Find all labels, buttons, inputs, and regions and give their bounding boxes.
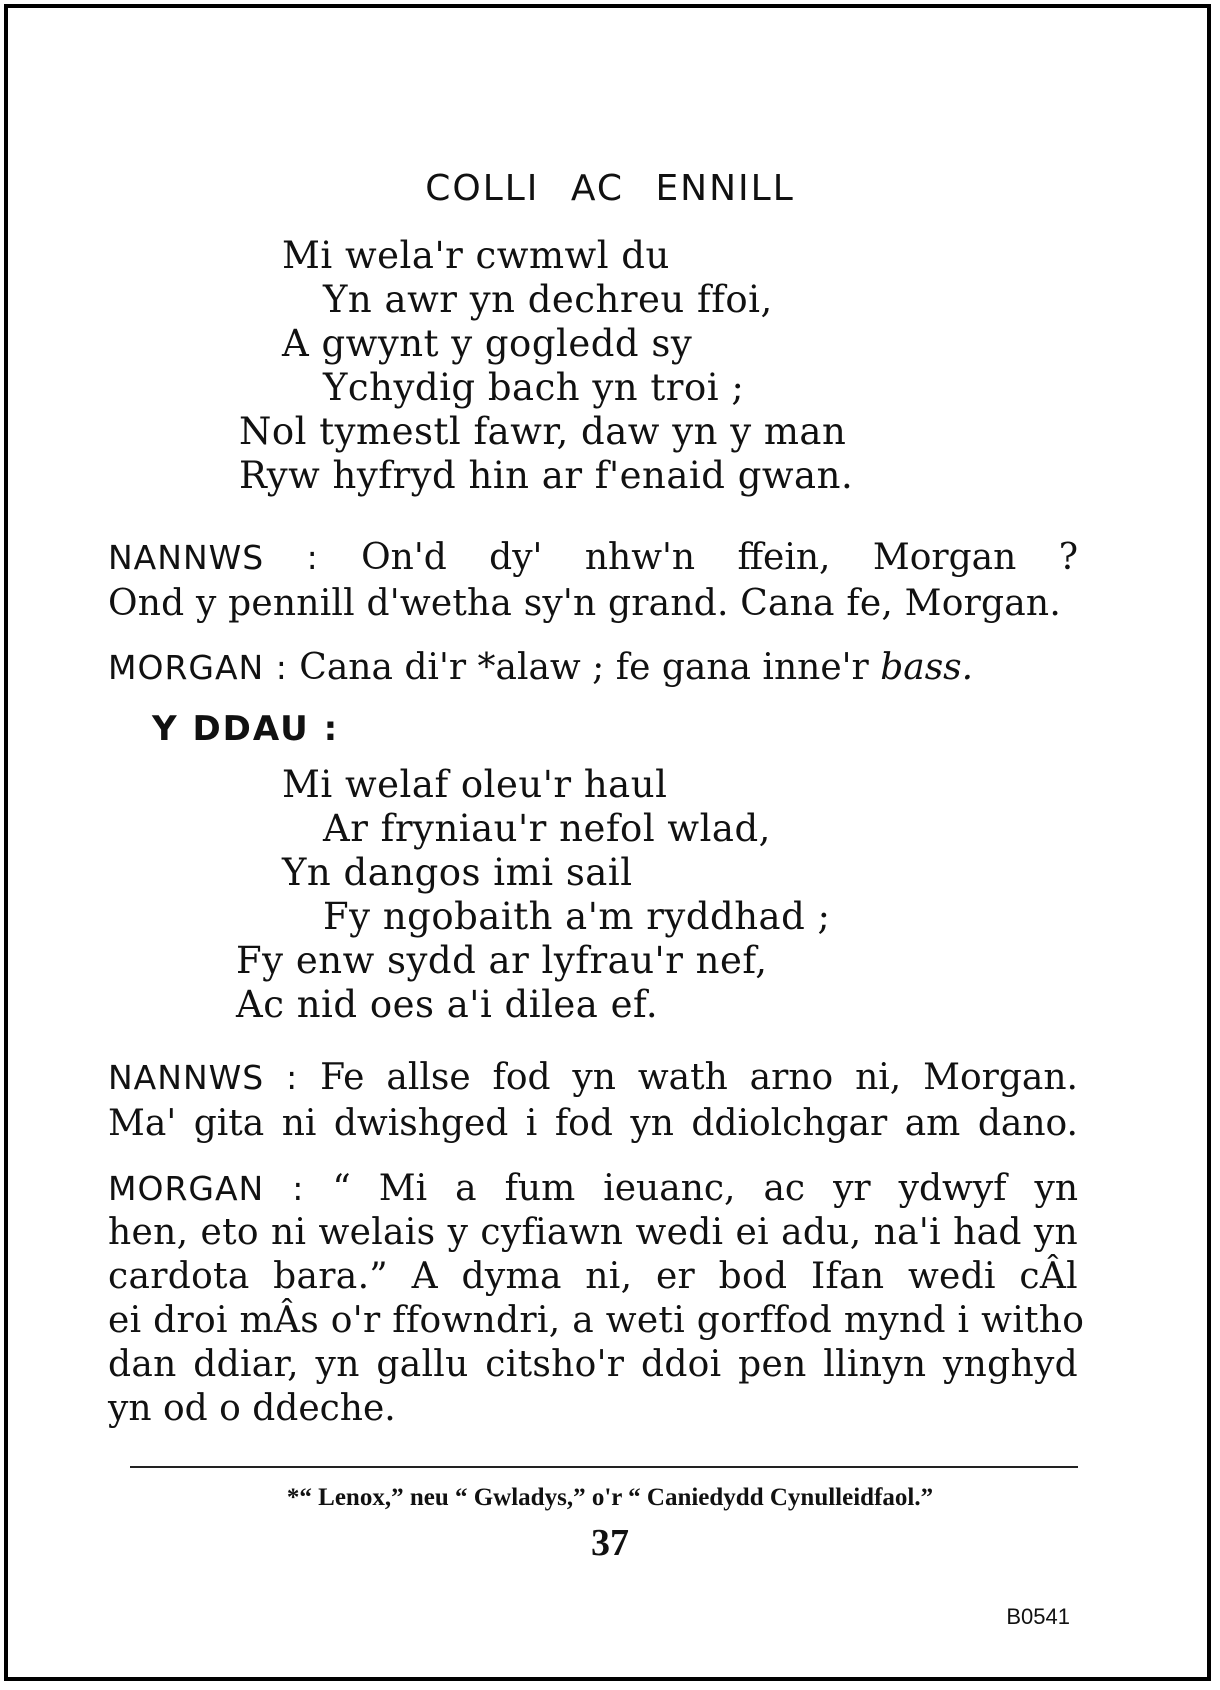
verse-line: Mi wela'r cwmwl du	[282, 234, 670, 277]
verse-line: Ryw hyfryd hin ar f'enaid gwan.	[239, 454, 854, 497]
dialogue-continuation: Ond y pennill d'wetha sy'n grand. Cana fe, Morgan.	[108, 583, 1061, 624]
speaker-label: MORGAN :	[108, 1169, 305, 1208]
prose-line: hen, eto ni welais y cyfiawn wedi ei adu, na'i had yn	[108, 1212, 1078, 1253]
dialogue-text: “ Mi a fum ieuanc, ac yr ydwyf yn	[332, 1168, 1078, 1209]
verse-line: Nol tymestl fawr, daw yn y man	[239, 410, 847, 453]
dialogue-morgan-2	[108, 1168, 1078, 1209]
prose-line: cardota bara.” A dyma ni, er bod Ifan wedi cÂl	[108, 1256, 1078, 1297]
verse-line: Fy enw sydd ar lyfrau'r nef,	[236, 939, 768, 982]
dialogue-continuation: Ma' gita ni dwishged i fod yn ddiolchgar am dano.	[108, 1103, 1078, 1144]
italic-word: bass.	[880, 647, 974, 688]
speaker-y-ddau	[152, 708, 339, 749]
speaker-label: Y DDAU :	[152, 709, 340, 749]
dialogue-nannws-2	[108, 1057, 1078, 1098]
verse-line: Ar fryniau'r nefol wlad,	[323, 807, 771, 850]
dialogue-text: Fe allse fod yn wath arno ni, Morgan.	[320, 1057, 1078, 1098]
verse-line: Mi welaf oleu'r haul	[282, 763, 668, 806]
verse-line: Yn awr yn dechreu ffoi,	[323, 278, 773, 321]
prose-line-last: yn od o ddeche.	[108, 1388, 396, 1429]
page-title: COLLI AC ENNILL	[425, 168, 795, 209]
dialogue-text: Cana di'r *alaw ; fe gana inne'r	[299, 647, 869, 688]
speaker-label: NANNWS :	[108, 1058, 299, 1097]
footnote-divider	[130, 1466, 1078, 1468]
verse-line: Ac nid oes a'i dilea ef.	[236, 983, 659, 1026]
dialogue-nannws-1	[108, 537, 1078, 578]
page-number: 37	[591, 1522, 629, 1564]
verse-line: Ychydig bach yn troi ;	[323, 366, 745, 409]
dialogue-text: On'd dy' nhw'n ffein, Morgan ?	[361, 537, 1078, 578]
verse-line: Fy ngobaith a'm ryddhad ;	[323, 895, 831, 938]
prose-line: dan ddiar, yn gallu citsho'r ddoi pen llinyn ynghyd	[108, 1344, 1078, 1385]
document-code: B0541	[1006, 1604, 1070, 1629]
speaker-label: NANNWS :	[108, 538, 319, 577]
dialogue-morgan-1	[108, 647, 1078, 688]
verse-line: Yn dangos imi sail	[282, 851, 633, 894]
speaker-label: MORGAN :	[108, 648, 288, 687]
verse-line: A gwynt y gogledd sy	[282, 322, 693, 365]
prose-line: ei droi mÂs o'r ffowndri, a weti gorffod mynd i witho	[108, 1300, 1085, 1341]
footnote: *“ Lenox,” neu “ Gwladys,” o'r “ Caniedydd Cynulleidfaol.”	[286, 1484, 934, 1511]
